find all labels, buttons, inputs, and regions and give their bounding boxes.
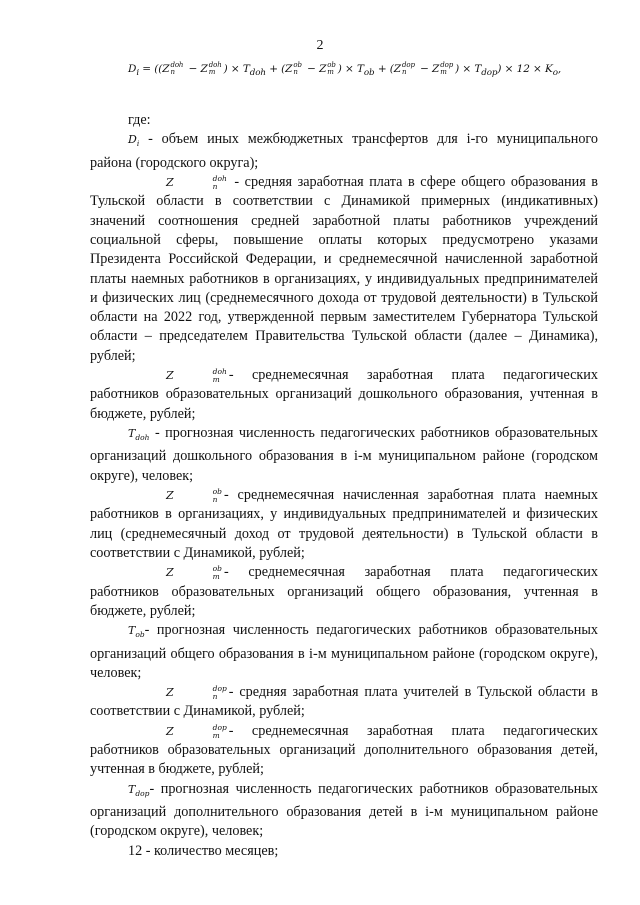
page-number: 2	[316, 38, 324, 53]
formula-t-dop: $T_{dop}$	[474, 63, 498, 79]
formula-close-paren: )	[223, 63, 228, 75]
formula: $D_i = ((Z$ doh n − Z doh m ) × $T_{doh} + (Z$ ob n − Z ob m ) × $T_{ob} + (Z$ dop n − Z dop m ) × $T_{dop}) \times 12 \times K_o$,	[128, 61, 562, 79]
symbol-z-n-ob: Z ob n	[166, 487, 222, 505]
formula-times: ×	[533, 63, 542, 75]
formula-k-o: $K_o$	[545, 63, 558, 79]
definition-d-i: $D_i$ - объем иных межбюджетных трансфертов для i-го муниципального района (городского округа);	[90, 131, 598, 171]
formula-times: ×	[345, 63, 354, 75]
definition-z-m-doh: Z doh m - среднемесячная заработная плата педагогических работников образовательных организаций дошкольного образования, учтенная в бюджете, рублей;	[90, 367, 598, 422]
formula-close-paren: )	[497, 63, 502, 75]
definition-months: 12 - количество месяцев;	[128, 842, 279, 859]
definition-t-ob: $T_{ob}-$ прогнозная численность педагогических работников образовательных организаций общего образования в i-м муниципальном районе (городском округе), человек;	[90, 622, 598, 681]
formula-times: ×	[230, 63, 240, 75]
symbol-t-dop: $T_{dop}$	[128, 782, 150, 798]
formula-equals: =	[142, 63, 151, 75]
formula-lhs: $D_i$	[128, 63, 140, 79]
formula-z-m-ob: Z ob m	[319, 61, 336, 76]
formula-t-doh: $T_{doh}$	[242, 63, 266, 79]
definition-z-n-ob: Z ob n - среднемесячная начисленная заработная плата наемных работников в организациях, у индивидуальных предпринимателей и физических лиц (среднемесячный доход от трудовой деятельности) в Тульской области в соответствии с Динамикой, рублей;	[90, 487, 598, 561]
symbol-z-m-doh: Z doh m	[166, 367, 227, 385]
formula-z-n-ob: Z ob n	[285, 61, 302, 76]
symbol-z-n-doh: Z doh n	[166, 174, 227, 192]
symbol-t-ob: $T_{ob}$	[128, 624, 145, 640]
symbol-z-m-dop: Z dop m	[166, 722, 227, 740]
formula-t-ob: $T_{ob}$	[356, 63, 375, 79]
definition-z-m-ob: Z ob m - среднемесячная заработная плата педагогических работников образовательных организаций общего образования, учтенная в бюджете, рублей;	[90, 564, 598, 619]
definition-t-doh: $T_{doh}$ - прогнозная численность педагогических работников образовательных организаций дошкольного образования в i-м муниципальном районе (городском округе), человек;	[90, 424, 598, 484]
formula-close-paren: )	[337, 63, 342, 75]
document-body	[90, 111, 598, 861]
formula-months: 12	[516, 63, 530, 75]
formula-z-m-doh: Z doh m	[200, 61, 222, 76]
formula-comma: ,	[557, 63, 562, 75]
where-label: где:	[128, 112, 151, 128]
formula-minus: −	[420, 63, 429, 75]
formula-minus: −	[188, 63, 198, 75]
symbol-z-n-dop: Z dop n	[166, 684, 227, 702]
formula-times: ×	[504, 63, 514, 75]
formula-times: ×	[462, 63, 472, 75]
formula-z-n-dop: Z dop n	[393, 61, 415, 76]
formula-z-m-dop: Z dop m	[432, 61, 454, 76]
formula-z-n-doh: Z doh n	[162, 61, 184, 76]
symbol-z-m-ob: Z ob m	[166, 564, 222, 582]
formula-open-paren: ((	[154, 63, 163, 75]
definition-z-n-dop: Z dop n - средняя заработная плата учителей в Тульской области в соответствии с Динамикой, рублей;	[90, 684, 598, 720]
formula-minus: −	[307, 63, 316, 75]
definition-z-m-dop: Z dop m - среднемесячная заработная плата педагогических работников образовательных организаций дополнительного образования детей, учтенная в бюджете, рублей;	[90, 722, 598, 778]
formula-close-paren: )	[455, 63, 460, 75]
formula-plus: +	[269, 63, 278, 75]
definition-z-n-doh: Z doh n - средняя заработная плата в сфере общего образования в Тульской области в соответствии с Динамикой примерных (индикативных) значений соотношения средней заработной платы работников учреждений социальной сферы, повышение оплаты которых предусмотрено указами Президента Российской Федерации, и среднемесячной начисленной заработной платы наемных работников в организациях, у индивидуальных предпринимателей и физических лиц (среднемесячного дохода от трудовой деятельности) в Тульской области на 2022 год, утвержденной первым заместителем Губернатора Тульской области – председателем Правительства Тульской области (далее – Динамика), рублей;	[90, 174, 598, 364]
definition-t-dop: $T_{dop}-$ прогнозная численность педагогических работников образовательных организаций дополнительного образования детей в i-м муниципальном районе (городском округе), человек;	[90, 780, 598, 840]
formula-plus: +	[377, 63, 387, 75]
symbol-d-i: $D_i$	[128, 133, 140, 149]
symbol-t-doh: $T_{doh}$	[128, 426, 150, 443]
